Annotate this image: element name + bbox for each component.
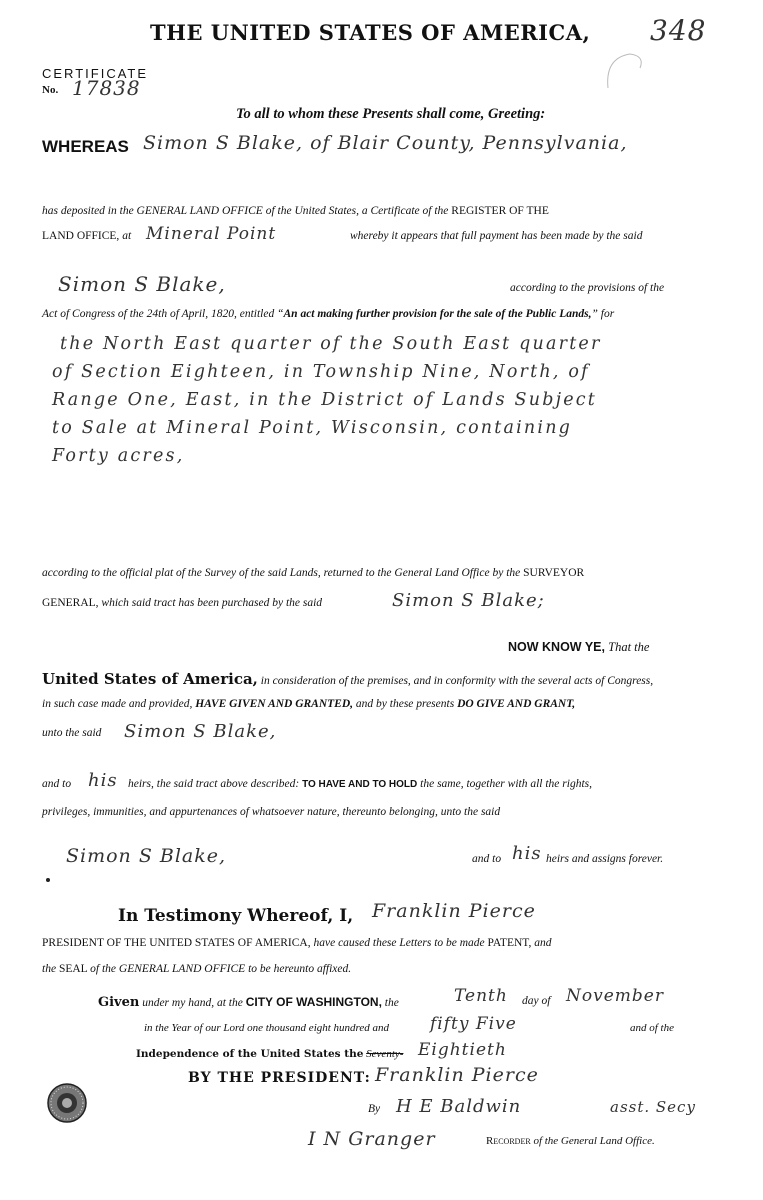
land-description-line-1: the North East quarter of the South East quarter [60,334,602,354]
heirs-his-2: his [512,843,542,864]
land-description-line-4: to Sale at Mineral Point, Wisconsin, containing [52,418,573,438]
deposit-line-1: has deposited in the GENERAL LAND OFFICE of the United States, a Certificate of the REGISTER OF THE [42,205,549,217]
grant-line-1: United States of America, in consideration of the premises, and in conformity with the several acts of Congress, [42,670,654,688]
given-year-text: in the Year of our Lord one thousand eight hundred and [144,1022,390,1034]
heirs-his: his [88,770,118,791]
deposit-line-2: LAND OFFICE, at [42,230,132,242]
given-day: Tenth [454,986,508,1006]
unto-label: unto the said [42,727,102,739]
provisions-text: according to the provisions of the [510,282,665,294]
secretary-signature: H E Baldwin [396,1096,522,1117]
given-independence: Independence of the United States the Seventy- [136,1048,404,1060]
testimony-president-name: Franklin Pierce [372,900,536,922]
certificate-label: CERTIFICATE [42,66,149,81]
grantee-origin: Simon S Blake, of Blair County, Pennsylvania, [143,132,628,154]
document-title: THE UNITED STATES OF AMERICA, [150,20,591,45]
by-label: By [368,1103,381,1115]
land-description-line-3: Range One, East, in the District of Lands Subject [52,390,598,410]
certificate-no-label: No. [42,84,59,96]
heirs-and-to: and to [42,778,72,790]
certificate-number: 17838 [72,76,141,100]
greeting: To all to whom these Presents shall come, Greeting: [236,106,546,122]
recorder-signature: I N Granger [308,1128,436,1150]
heirs-and-to-2: and to [472,853,502,865]
given-month: November [566,986,664,1006]
now-know-ye: NOW KNOW YE, That the [508,640,650,654]
grant-line-2: in such case made and provided, HAVE GIVEN AND GRANTED, and by these presents DO GIVE AND GRANT, [42,698,576,710]
bullet-mark [46,878,50,882]
testimony-line-2: the SEAL of the GENERAL LAND OFFICE to be hereunto affixed. [42,963,352,975]
president-signature: Franklin Pierce [375,1064,539,1086]
pencil-mark-icon [600,48,650,98]
given-and-of: and of the [630,1022,674,1034]
recorder-title: Recorder of the General Land Office. [486,1135,655,1147]
payer-name: Simon S Blake, [58,272,226,296]
land-description-line-5: Forty acres, [52,446,185,466]
survey-line-1: according to the official plat of the Survey of the said Lands, returned to the General Land Office by the SURVEYOR [42,567,585,579]
grantee-name: Simon S Blake, [124,721,277,742]
testimony-label: In Testimony Whereof, I, [118,906,354,926]
heirs-grantee-name: Simon S Blake, [66,845,227,867]
seal-icon [46,1082,88,1124]
deposit-line-2-end: whereby it appears that full payment has been made by the said [350,230,643,242]
by-the-president: BY THE PRESIDENT: [188,1070,371,1086]
handwritten-page-number: 348 [650,14,707,47]
given-line: Given under my hand, at the CITY OF WASHINGTON, the [98,995,399,1010]
heirs-forever: heirs and assigns forever. [546,853,664,865]
heirs-line-2: privileges, immunities, and appurtenances of whatsoever nature, thereunto belonging, unto the said [42,806,501,818]
secretary-title: asst. Secy [610,1098,696,1116]
testimony-line-1: PRESIDENT OF THE UNITED STATES OF AMERICA, have caused these Letters to be made PATENT, and [42,937,552,949]
survey-line-2: GENERAL, which said tract has been purchased by the said [42,597,323,609]
whereas-label: WHEREAS [42,137,129,156]
given-ordinal: Eightieth [418,1040,507,1060]
given-year: fifty Five [430,1014,517,1034]
purchaser-name: Simon S Blake; [392,590,545,611]
act-line: Act of Congress of the 24th of April, 1820, entitled “An act making further provision for the sale of the Public Lands,” for [42,308,615,320]
land-description-line-2: of Section Eighteen, in Township Nine, North, of [52,362,590,382]
heirs-line-1: heirs, the said tract above described: TO HAVE AND TO HOLD the same, together with all the rights, [128,778,592,790]
given-day-of: day of [522,995,551,1007]
land-office-location: Mineral Point [146,224,277,244]
